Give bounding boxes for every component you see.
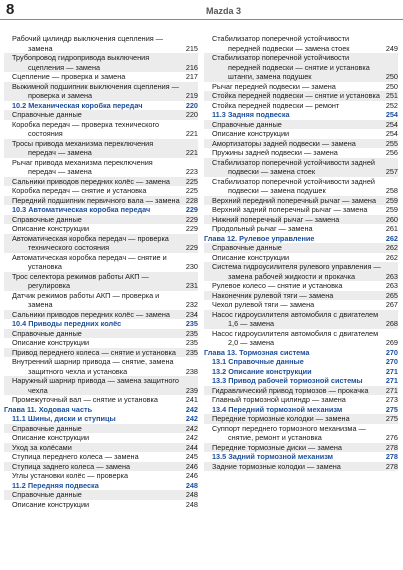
toc-entry	[4, 500, 198, 510]
toc-entry-title: Стабилизатор поперечной устойчивости задней подвески — замена подушек	[212, 176, 375, 195]
toc-entry-page: 223	[185, 167, 198, 176]
toc-entry	[4, 452, 198, 462]
toc-entry-page: 248	[185, 490, 198, 499]
toc-entry-page: 225	[185, 186, 198, 195]
toc-entry-page: 263	[385, 271, 398, 281]
toc-entry-page: 270	[385, 347, 398, 357]
toc-entry-page: 235	[185, 338, 198, 347]
toc-entry	[4, 186, 198, 196]
toc-section	[204, 376, 398, 386]
toc-entry-title: Рабочий цилиндр выключения сцепления — замена	[12, 34, 164, 53]
toc-entry-title: Описание конструкции	[12, 224, 90, 233]
toc-entry-page: 216	[185, 62, 198, 72]
toc-entry	[4, 72, 198, 82]
toc-entry-page: 229	[185, 243, 198, 252]
toc-entry-page: 231	[185, 281, 198, 290]
toc-entry-page: 239	[185, 385, 198, 395]
toc-entry-title: Описание конструкции	[12, 433, 90, 442]
toc-entry-page: 278	[385, 461, 398, 471]
toc-entry-title: Привод переднего колеса — снятие и установка	[12, 347, 176, 357]
toc-entry-page: 262	[385, 243, 398, 252]
toc-entry	[204, 148, 398, 158]
toc-entry-page: 229	[185, 214, 198, 224]
running-title: Mazda 3	[206, 6, 242, 16]
toc-entry	[204, 300, 398, 310]
toc-entry-page: 262	[385, 233, 398, 243]
toc-entry-page: 278	[385, 452, 398, 461]
toc-entry-title: Описание конструкции	[212, 129, 290, 138]
toc-entry-title: Суппорт переднего тормозного механизма — снятие, ремонт и установка	[212, 423, 366, 442]
toc-entry-page: 235	[185, 319, 198, 328]
toc-entry-page: 219	[185, 91, 198, 100]
toc-entry	[4, 158, 198, 177]
toc-entry	[4, 471, 198, 481]
toc-chapter	[204, 234, 398, 244]
toc-entry-title: 10.4 Приводы передних колёс	[12, 319, 122, 328]
toc-entry	[204, 82, 398, 92]
toc-entry	[204, 53, 398, 82]
toc-entry	[204, 291, 398, 301]
toc-entry-page: 260	[385, 214, 398, 224]
page-number: 8	[6, 1, 15, 18]
toc-entry	[4, 338, 198, 348]
toc-entry-page: 215	[185, 43, 198, 53]
toc-entry-page: 225	[185, 176, 198, 186]
toc-entry	[4, 433, 198, 443]
toc-entry-title: Насос гидроусилителя автомобиля с двигателем 1,6 — замена	[212, 309, 379, 328]
toc-entry-page: 259	[385, 195, 398, 205]
toc-entry-title: Наконечник рулевой тяги — замена	[212, 290, 334, 300]
toc-entry-page: 235	[185, 328, 198, 338]
toc-entry	[204, 329, 398, 348]
toc-entry	[204, 139, 398, 149]
toc-entry-page: 242	[185, 423, 198, 433]
toc-entry-page: 246	[185, 461, 198, 471]
toc-entry-title: Глава 12. Рулевое управление	[204, 233, 315, 243]
toc-entry-title: Справочные данные	[12, 490, 82, 499]
toc-entry-page: 244	[185, 442, 198, 452]
toc-entry-title: Передний подшипник первичного вала — замена	[12, 195, 180, 205]
toc-entry-page: 254	[385, 119, 398, 129]
page-header	[0, 0, 403, 24]
toc-entry	[4, 120, 198, 139]
toc-entry-page: 263	[385, 281, 398, 290]
toc-entry-title: Выжимной подшипник выключения сцепления — проверка и замена	[12, 81, 179, 100]
toc-section	[204, 110, 398, 120]
toc-entry	[204, 253, 398, 263]
toc-entry	[4, 272, 198, 291]
toc-left-column	[4, 34, 198, 509]
toc-entry-title: Ступица переднего колеса — замена	[12, 452, 139, 461]
toc-entry-page: 234	[185, 309, 198, 319]
toc-entry-page: 250	[385, 72, 398, 81]
toc-entry-title: Задние тормозные колодки — замена	[212, 461, 341, 471]
toc-entry	[204, 395, 398, 405]
toc-entry-page: 248	[185, 499, 198, 509]
toc-entry-title: Стойка передней подвески — снятие и установка	[212, 91, 380, 100]
toc-entry	[4, 139, 198, 158]
toc-entry-title: Тросы привода механизма переключения передач — замена	[12, 138, 154, 157]
toc-entry	[4, 110, 198, 120]
toc-entry-page: 235	[185, 347, 198, 357]
toc-entry-title: Датчик режимов работы АКП — проверка и замена	[12, 290, 160, 309]
toc-chapter	[4, 405, 198, 415]
toc-entry-title: 11.1 Шины, диски и ступицы	[12, 414, 116, 423]
toc-entry-page: 254	[385, 129, 398, 138]
toc-section	[4, 205, 198, 215]
toc-entry-title: Продольный рычаг — замена	[212, 224, 313, 233]
toc-entry-title: Сальники приводов передних колёс — замена	[12, 176, 170, 186]
toc-entry	[204, 215, 398, 225]
toc-entry-title: Справочные данные	[212, 243, 282, 252]
toc-entry-page: 230	[185, 262, 198, 271]
toc-entry-title: Насос гидроусилителя автомобиля с двигателем 2,0 — замена	[212, 328, 379, 347]
toc-entry-title: 13.3 Привод рабочей тормозной системы	[212, 376, 363, 385]
toc-entry-page: 228	[185, 195, 198, 205]
toc-entry-title: Рычаг привода механизма переключения передач — замена	[12, 157, 153, 176]
toc-entry-page: 258	[385, 186, 398, 195]
toc-entry-page: 232	[185, 300, 198, 309]
toc-section	[4, 101, 198, 111]
toc-entry	[4, 443, 198, 453]
toc-entry-title: 11.2 Передняя подвеска	[12, 480, 99, 490]
toc-entry-page: 262	[385, 252, 398, 262]
toc-entry-title: Рулевое колесо — снятие и установка	[212, 281, 343, 290]
toc-entry	[204, 129, 398, 139]
toc-entry-title: Трос селектора режимов работы АКП — регулировка	[12, 271, 149, 290]
toc-entry	[204, 177, 398, 196]
toc-entry-title: Система гидроусилителя рулевого управления — замена рабочей жидкости и прокачка	[212, 262, 381, 281]
toc-entry	[204, 243, 398, 253]
toc-entry-page: 220	[185, 110, 198, 119]
toc-entry-title: Справочные данные	[12, 214, 82, 224]
toc-entry-title: Амортизаторы задней подвески — замена	[212, 138, 356, 148]
toc-entry	[204, 386, 398, 396]
toc-entry-page: 268	[385, 319, 398, 328]
toc-entry-title: Внутренний шарнир привода — снятие, замена защитного чехла и установка	[12, 357, 174, 376]
toc-entry	[4, 329, 198, 339]
toc-entry-page: 242	[185, 433, 198, 442]
toc-entry-title: Гидравлический привод тормозов — прокачка	[212, 385, 369, 395]
toc-entry-title: Нижний поперечный рычаг — замена	[212, 214, 340, 224]
toc-entry-page: 270	[385, 357, 398, 366]
toc-entry-page: 271	[385, 366, 398, 376]
toc-entry-page: 246	[185, 471, 198, 480]
toc-entry-page: 245	[185, 452, 198, 461]
toc-chapter	[204, 348, 398, 358]
toc-entry	[204, 196, 398, 206]
toc-entry-title: Описание конструкции	[12, 338, 90, 347]
toc-entry-title: Передние тормозные колодки — замена	[212, 414, 350, 423]
toc-section	[4, 414, 198, 424]
toc-entry-title: 10.2 Механическая коробка передач	[12, 100, 143, 110]
toc-section	[4, 481, 198, 491]
toc-entry-page: 221	[185, 129, 198, 138]
toc-entry-page: 229	[185, 205, 198, 214]
toc-entry-title: Коробка передач — снятие и установка	[12, 186, 147, 195]
toc-entry-page: 249	[385, 43, 398, 53]
toc-entry	[4, 82, 198, 101]
toc-entry-page: 259	[385, 205, 398, 214]
toc-entry-title: Стойка передней подвески — ремонт	[212, 100, 340, 110]
toc-section	[4, 319, 198, 329]
toc-entry	[4, 291, 198, 310]
toc-entry-title: Стабилизатор поперечной устойчивости задней подвески — замена стоек	[212, 157, 375, 176]
toc-entry-title: Трубопровод гидропривода выключения сцепления — замена	[12, 53, 150, 72]
toc-right-column	[204, 34, 398, 471]
toc-entry	[4, 34, 198, 53]
toc-entry-page: 217	[185, 72, 198, 81]
toc-entry-title: Углы установки колёс — проверка	[12, 471, 129, 480]
toc-entry-title: Верхний задний поперечный рычаг — замена	[212, 205, 368, 214]
toc-entry-title: 10.3 Автоматическая коробка передач	[12, 205, 151, 214]
toc-entry-title: Описание конструкции	[12, 499, 90, 509]
toc-entry	[4, 376, 198, 395]
toc-entry-page: 269	[385, 338, 398, 347]
toc-entry	[204, 205, 398, 215]
toc-entry	[204, 414, 398, 424]
toc-entry-page: 265	[385, 290, 398, 300]
toc-entry-page: 267	[385, 300, 398, 309]
toc-entry-page: 251	[385, 91, 398, 100]
toc-entry-page: 241	[185, 395, 198, 404]
toc-entry	[204, 462, 398, 472]
toc-entry	[4, 395, 198, 405]
toc-entry	[4, 224, 198, 234]
toc-entry-title: Справочные данные	[12, 423, 82, 433]
toc-entry	[204, 262, 398, 281]
toc-entry-page: 271	[385, 376, 398, 385]
toc-entry-page: 271	[385, 385, 398, 395]
toc-entry-title: Коробка передач — проверка технического состояния	[12, 119, 160, 138]
toc-entry	[4, 234, 198, 253]
toc-entry	[4, 53, 198, 72]
toc-entry-page: 254	[385, 110, 398, 119]
toc-entry	[204, 120, 398, 130]
toc-entry	[4, 348, 198, 358]
toc-entry	[4, 253, 198, 272]
toc-section	[204, 367, 398, 377]
toc-entry-title: Глава 11. Ходовая часть	[4, 404, 93, 414]
toc-entry-title: Уход за колёсами	[12, 442, 72, 452]
toc-entry	[4, 490, 198, 500]
toc-entry	[4, 424, 198, 434]
toc-entry-page: 275	[385, 414, 398, 423]
toc-entry-title: Стабилизатор поперечной устойчивости передней подвески — снятие и установка штанги, замена подушек	[212, 53, 370, 81]
toc-entry-page: 276	[385, 433, 398, 442]
toc-entry	[4, 462, 198, 472]
toc-section	[204, 452, 398, 462]
toc-entry	[204, 224, 398, 234]
toc-section	[204, 357, 398, 367]
toc-entry-page: 257	[385, 167, 398, 176]
toc-entry-page: 220	[185, 100, 198, 110]
toc-entry-title: Автоматическая коробка передач — снятие и установка	[12, 252, 167, 271]
toc-entry	[204, 101, 398, 111]
toc-entry-page: 256	[385, 148, 398, 157]
toc-entry-title: Верхний передний поперечный рычаг — замена	[212, 195, 377, 205]
toc-entry	[204, 443, 398, 453]
toc-entry	[4, 215, 198, 225]
toc-entry-title: Стабилизатор поперечной устойчивости передней подвески — замена стоек	[212, 34, 350, 53]
toc-entry-page: 255	[385, 138, 398, 148]
toc-entry-page: 273	[385, 395, 398, 404]
toc-entry-page: 250	[385, 81, 398, 91]
toc-entry-title: Справочные данные	[12, 110, 82, 119]
toc-entry-title: 11.3 Задняя подвеска	[212, 110, 290, 119]
toc-entry-title: Передние тормозные диски — замена	[212, 442, 342, 452]
toc-entry	[204, 281, 398, 291]
toc-entry-page: 221	[185, 148, 198, 157]
toc-entry-page: 275	[385, 404, 398, 414]
toc-entry	[4, 310, 198, 320]
toc-entry	[4, 196, 198, 206]
toc-entry-page: 261	[385, 224, 398, 233]
toc-entry-title: Сальники приводов передних колёс — замена	[12, 309, 170, 319]
toc-entry-title: Наружный шарнир привода — замена защитного чехла	[12, 376, 179, 395]
toc-entry-title: 13.2 Описание конструкции	[212, 366, 312, 376]
toc-entry-title: Пружины задней подвески — замена	[212, 148, 338, 157]
toc-entry-page: 278	[385, 442, 398, 452]
toc-entry-page: 242	[185, 404, 198, 414]
toc-entry-page: 238	[185, 366, 198, 376]
toc-entry	[204, 91, 398, 101]
toc-entry-title: 13.5 Задний тормозной механизм	[212, 452, 334, 461]
toc-entry-title: Справочные данные	[12, 328, 82, 338]
toc-entry	[4, 357, 198, 376]
toc-entry-page: 229	[185, 224, 198, 233]
toc-entry	[204, 310, 398, 329]
header-rule	[0, 19, 403, 20]
toc-entry-title: Промежуточный вал — снятие и установка	[12, 395, 158, 404]
toc-entry-title: Чехол рулевой тяги — замена	[212, 300, 315, 309]
toc-entry-title: Описание конструкции	[212, 252, 290, 262]
toc-entry-page: 252	[385, 100, 398, 110]
toc-entry-title: Глава 13. Тормозная система	[204, 347, 310, 357]
toc-entry-title: Автоматическая коробка передач — проверка технического состояния	[12, 233, 169, 252]
toc-entry	[204, 424, 398, 443]
toc-entry-title: Сцепление — проверка и замена	[12, 72, 126, 81]
toc-entry-title: 13.4 Передний тормозной механизм	[212, 404, 343, 414]
toc-entry-title: 13.1 Справочные данные	[212, 357, 304, 366]
toc-entry-page: 242	[185, 414, 198, 423]
toc-entry-title: Справочные данные	[212, 119, 282, 129]
toc-section	[204, 405, 398, 415]
toc-entry	[4, 177, 198, 187]
toc-entry	[204, 34, 398, 53]
toc-entry-title: Рычаг передней подвески — замена	[212, 81, 336, 91]
toc-entry-page: 248	[185, 480, 198, 490]
toc-entry	[204, 158, 398, 177]
toc-entry-title: Главный тормозной цилиндр — замена	[212, 395, 346, 404]
toc-entry-title: Ступица заднего колеса — замена	[12, 461, 131, 471]
